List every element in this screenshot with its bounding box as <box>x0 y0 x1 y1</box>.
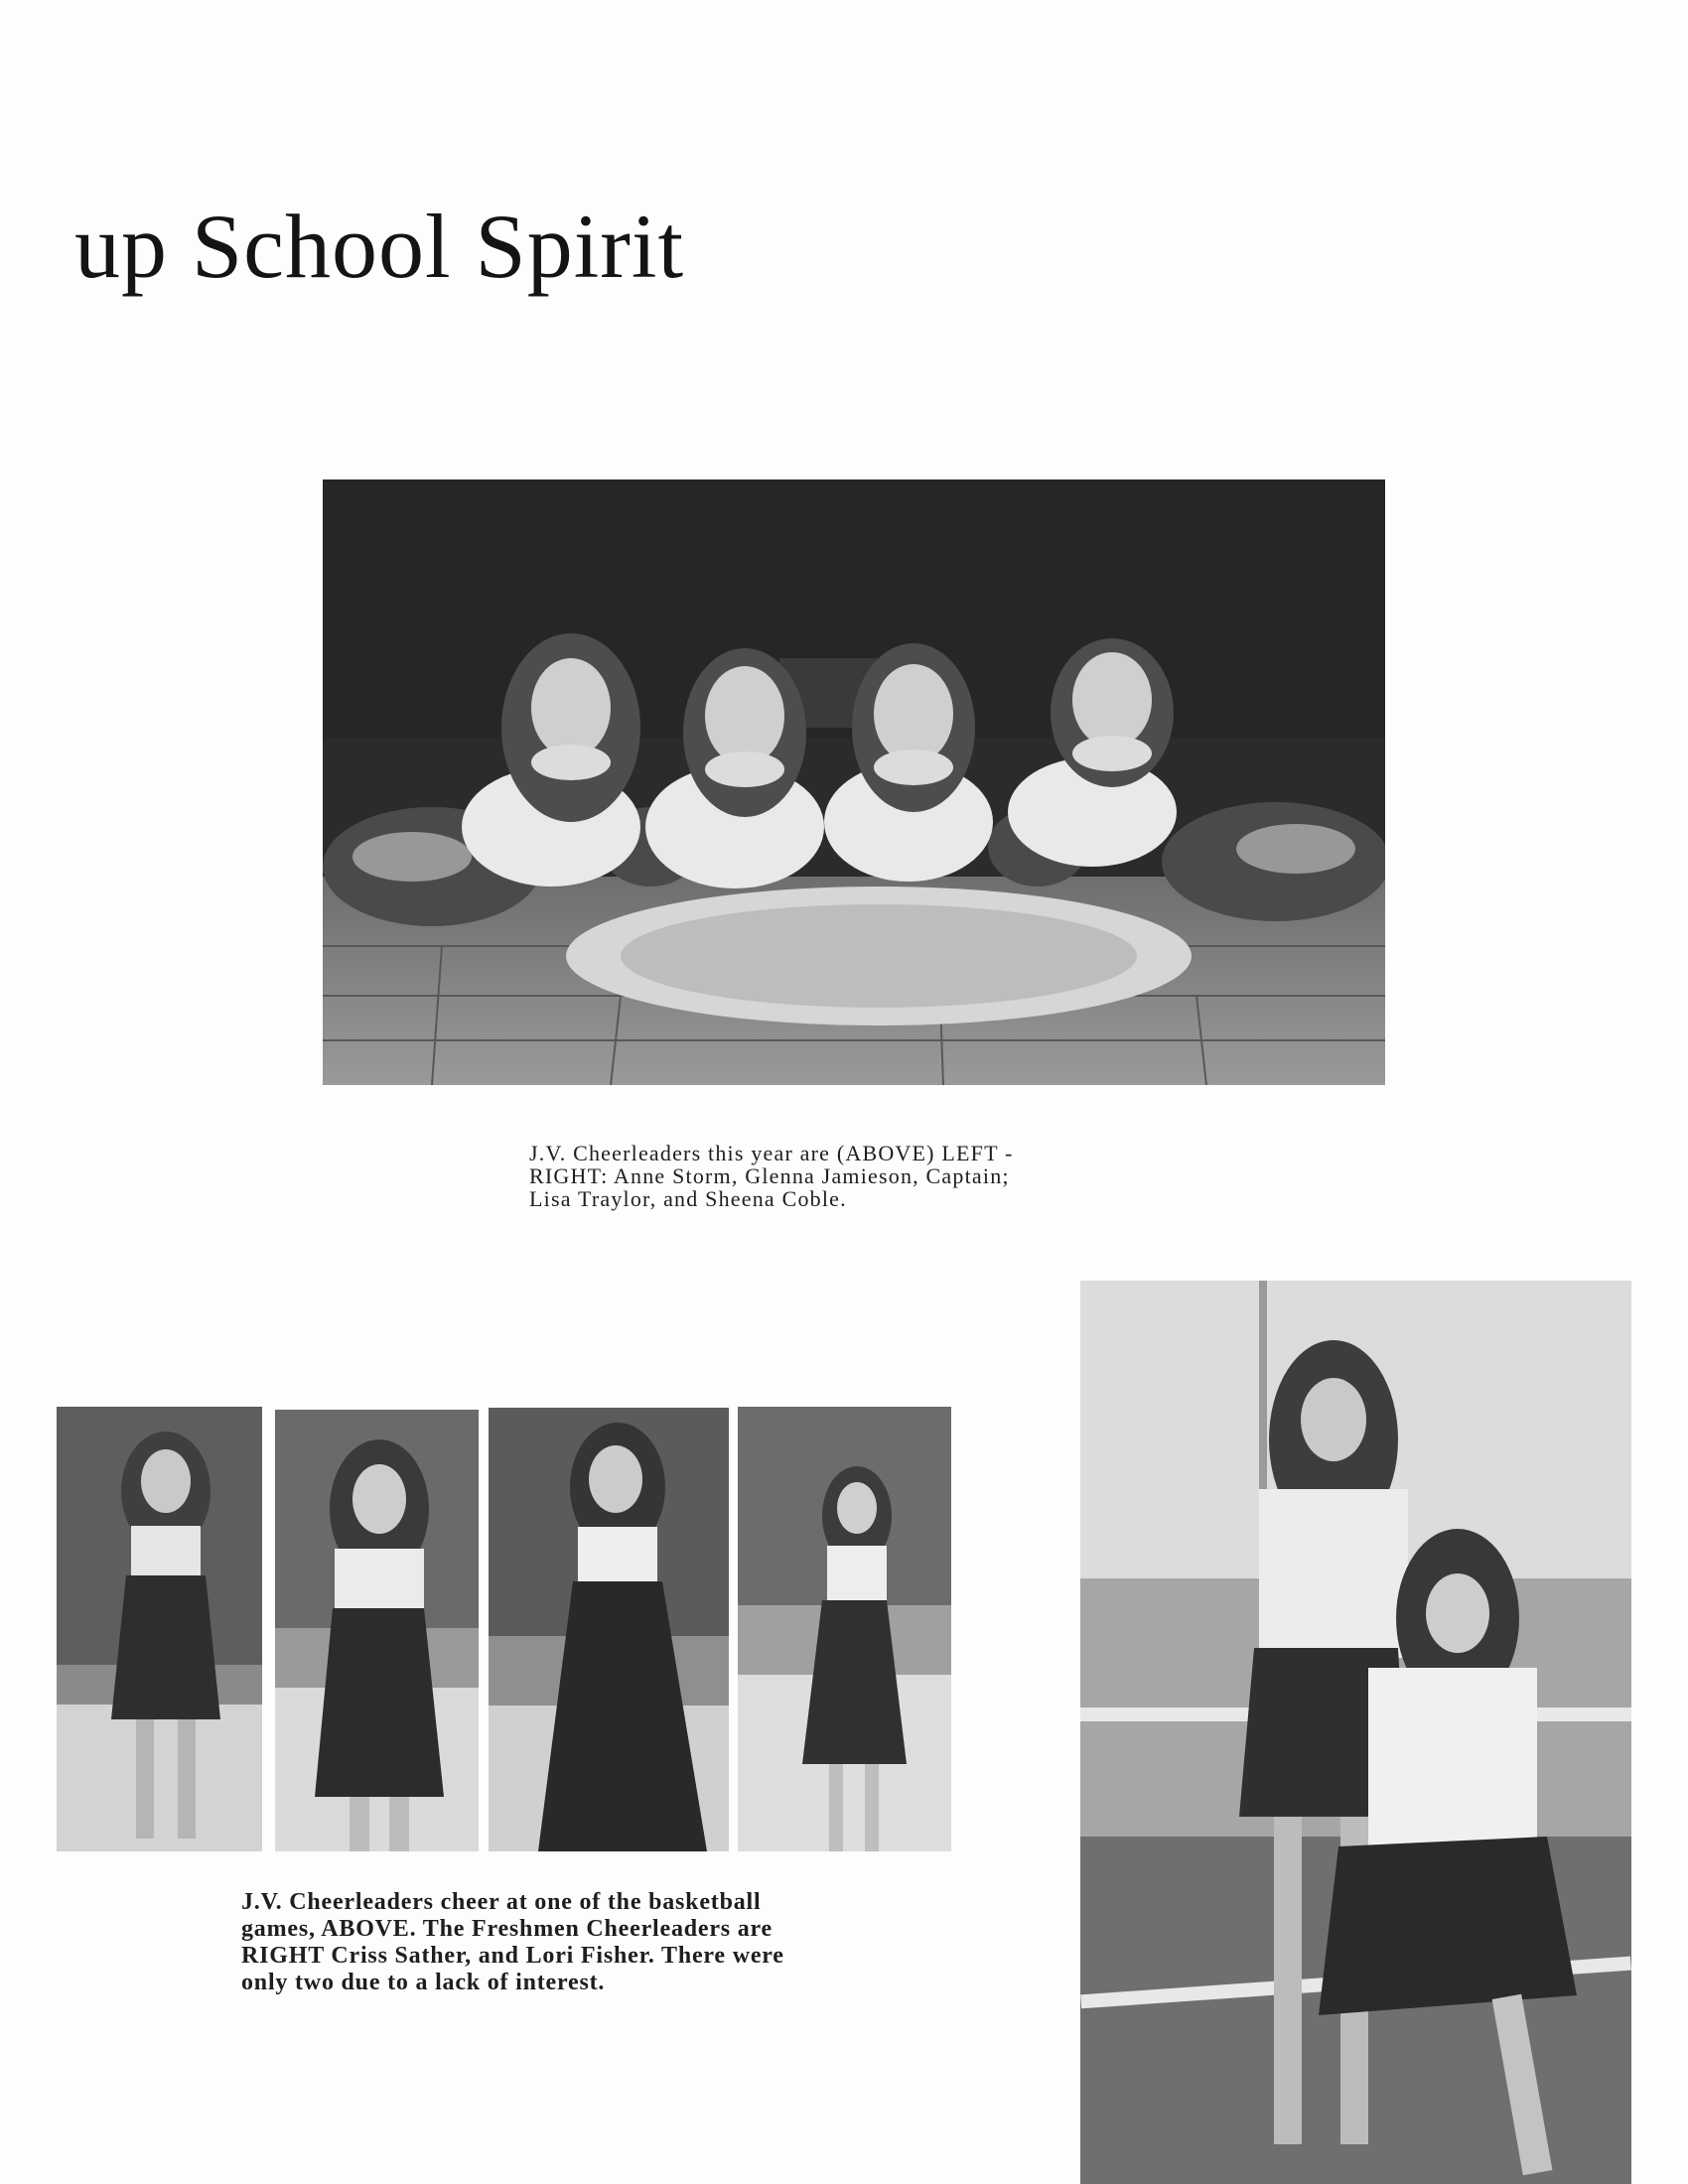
photo-strip-cheerleader-3 <box>489 1408 729 1851</box>
caption-bottom-line-1: J.V. Cheerleaders cheer at one of the basketball <box>241 1889 762 1915</box>
photo-freshmen-cheerleaders <box>1080 1281 1631 2184</box>
caption-top-line-1: J.V. Cheerleaders this year are (ABOVE) LEFT - <box>529 1141 1014 1165</box>
photo-strip-cheerleader-2 <box>275 1410 479 1851</box>
freshmen-photo-image <box>1080 1281 1631 2184</box>
caption-bottom-line-2: games, ABOVE. The Freshmen Cheerleaders are <box>241 1916 774 1942</box>
photo-strip-cheerleader-4 <box>738 1407 951 1851</box>
caption-top-line-2: RIGHT: Anne Storm, Glenna Jamieson, Captain; <box>529 1163 1010 1188</box>
strip-3-image <box>489 1408 729 1851</box>
strip-4-image <box>738 1407 951 1851</box>
strip-1-image <box>57 1407 262 1851</box>
photo-jv-cheerleaders-group <box>323 479 1385 1085</box>
caption-bottom <box>241 1889 784 1996</box>
group-photo-image <box>323 479 1385 1085</box>
photo-strip-cheerleader-1 <box>57 1407 262 1851</box>
caption-bottom-line-4: only two due to a lack of interest. <box>241 1970 606 1995</box>
caption-top <box>529 1142 1014 1210</box>
strip-2-image <box>275 1410 479 1851</box>
page-heading: up School Spirit <box>74 196 685 297</box>
caption-bottom-line-3: RIGHT Criss Sather, and Lori Fisher. There were <box>241 1943 784 1969</box>
caption-top-line-3: Lisa Traylor, and Sheena Coble. <box>529 1186 847 1211</box>
